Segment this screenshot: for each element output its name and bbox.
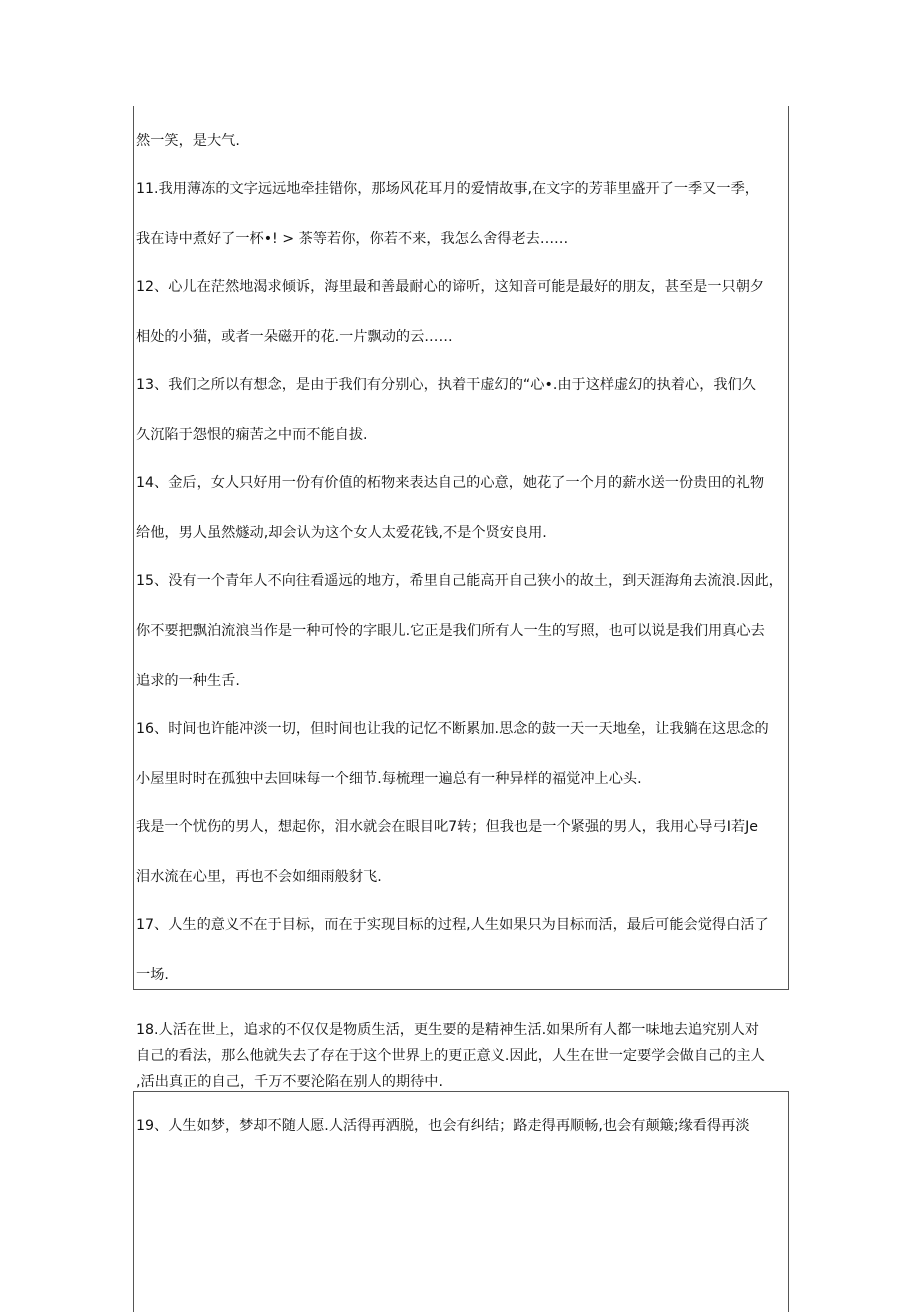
text-line: 17、人生的意义不在于目标，而在于实现目标的过程,人生如果只为目标而活，最后可能会觉得白活了	[136, 917, 769, 933]
text-line: 久沉陷于怨恨的痫苦之中而不能自拔.	[136, 427, 368, 443]
text-line: 给他，男人虽然燧动,却会认为这个女人太爱花钱,不是个贤安良用.	[136, 525, 547, 541]
text-line: 我是一个忧伤的男人，想起你，泪水就会在眼目叱7转；但我也是一个紧强的男人，我用心导弓I若Je	[136, 819, 759, 835]
text-line: 自己的看法，那么他就失去了存在于这个世界上的更正意义.因此，人生在世一定要学会做自己的主人	[136, 1048, 765, 1064]
text-line: 追求的一种生舌.	[136, 673, 240, 689]
text-line: 18.人活在世上，追求的不仅仅是物质生活，更生要的是精神生活.如果所有人都一味地去追究别人对	[136, 1022, 759, 1038]
text-line: 15、没有一个青年人不向往看遥远的地方，希里自己能高开自己狭小的故土，到天涯海角去流浪.因此，	[136, 573, 783, 589]
text-line: 然一笑，是大气.	[136, 133, 240, 149]
text-line: 19、人生如梦，梦却不随人愿.人活得再洒脱，也会有纠结；路走得再顺畅,也会有颠簸;缘看得再淡	[136, 1118, 750, 1134]
text-line: 一场.	[136, 967, 169, 983]
text-line: 你不要把飘泊流浪当作是一种可怜的字眼儿.它正是我们所有人一生的写照，也可以说是我们用真心去	[136, 623, 765, 639]
text-line: 泪水流在心里，再也不会如细雨般豺飞.	[136, 869, 382, 885]
text-line: 12、心儿在茫然地渴求倾诉，海里最和善最耐心的谛听，这知音可能是最好的朋友，甚至是一只朝夕	[136, 279, 765, 295]
text-line: 11.我用薄冻的文字远远地牵挂错你，那场风花耳月的爱情故事,在文字的芳菲里盛开了一季又一季，	[136, 181, 759, 197]
text-line: 小屋里时时在孤独中去回味每一个细节.每梳理一遍总有一种异样的福觉冲上心头.	[136, 771, 642, 787]
text-line: 我在诗中煮好了一杯•! > 茶等若你，你若不来，我怎么舍得老去……	[136, 231, 569, 247]
text-line: 14、金后，女人只好用一份有价值的柘物来表达自己的心意，她花了一个月的薪水送一份贵田的礼物	[136, 475, 765, 491]
text-line: 13、我们之所以有想念，是由于我们有分别心，执着干虚幻的“心•.由于这样虚幻的执着心，我们久	[136, 377, 756, 393]
text-line: 16、时间也许能冲淡一切，但时间也让我的记忆不断累加.思念的鼓一天一天地垒，让我躺在这思念的	[136, 721, 769, 737]
text-line: 相处的小猫，或者一朵磁开的花.一片飘动的云……	[136, 329, 453, 345]
text-line: ,活出真正的自己，千万不要沦陷在别人的期待中.	[136, 1074, 443, 1090]
